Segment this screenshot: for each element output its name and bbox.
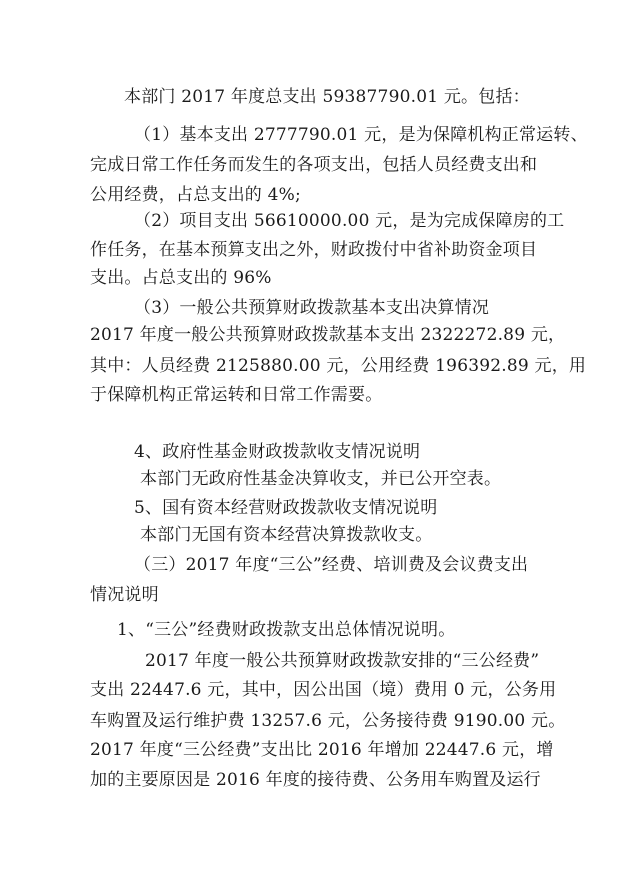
section-heading-three-public-cont: 情况说明: [90, 585, 159, 605]
section-heading-three-public: （三）2017 年度“三公”经费、培训费及会议费支出: [134, 555, 529, 575]
text-line-total-expenditure: 本部门 2017 年度总支出 59387790.01 元。包括：: [124, 87, 530, 107]
text-line-basic-expenditure-cont-2: 公用经费，占总支出的 4%;: [90, 185, 301, 205]
text-line-basic-expenditure: （1）基本支出 2777790.01 元，是为保障机构正常运转、: [134, 125, 588, 145]
section-heading-government-fund: 4、政府性基金财政拨款收支情况说明: [134, 442, 421, 462]
text-line-three-public-detail-1: 2017 年度一般公共预算财政拨款安排的“三公经费”: [145, 651, 540, 671]
text-line-state-capital-detail: 本部门无国有资本经营决算拨款收支。: [140, 525, 433, 545]
text-line-three-public-detail-5: 加的主要原因是 2016 年度的接待费、公务用车购置及运行: [90, 770, 541, 790]
text-line-general-budget-detail-3: 于保障机构正常运转和日常工作需要。: [90, 385, 383, 405]
text-line-basic-expenditure-cont-1: 完成日常工作任务而发生的各项支出，包括人员经费支出和: [90, 155, 538, 175]
text-line-three-public-detail-3: 车购置及运行维护费 13257.6 元，公务接待费 9190.00 元。: [90, 711, 566, 731]
text-line-general-budget-heading: （3）一般公共预算财政拨款基本支出决算情况: [134, 298, 490, 318]
text-line-project-expenditure: （2）项目支出 56610000.00 元，是为完成保障房的工: [134, 211, 565, 231]
text-line-three-public-detail-2: 支出 22447.6 元，其中，因公出国（境）费用 0 元，公务用: [90, 680, 557, 700]
text-line-general-budget-detail-2: 其中：人员经费 2125880.00 元，公用经费 196392.89 元，用: [90, 356, 587, 376]
text-line-three-public-detail-4: 2017 年度“三公经费”支出比 2016 年增加 22447.6 元，增: [90, 740, 554, 760]
text-line-project-expenditure-cont-2: 支出。占总支出的 96%: [90, 268, 272, 288]
subsection-heading-three-public-overview: 1、“三公”经费财政拨款支出总体情况说明。: [117, 620, 456, 640]
text-line-project-expenditure-cont-1: 作任务，在基本预算支出之外，财政拨付中省补助资金项目: [90, 240, 538, 260]
section-heading-state-capital: 5、国有资本经营财政拨款收支情况说明: [134, 498, 438, 518]
text-line-general-budget-detail-1: 2017 年度一般公共预算财政拨款基本支出 2322272.89 元，: [90, 325, 566, 345]
text-line-government-fund-detail: 本部门无政府性基金决算收支，并已公开空表。: [140, 469, 502, 489]
